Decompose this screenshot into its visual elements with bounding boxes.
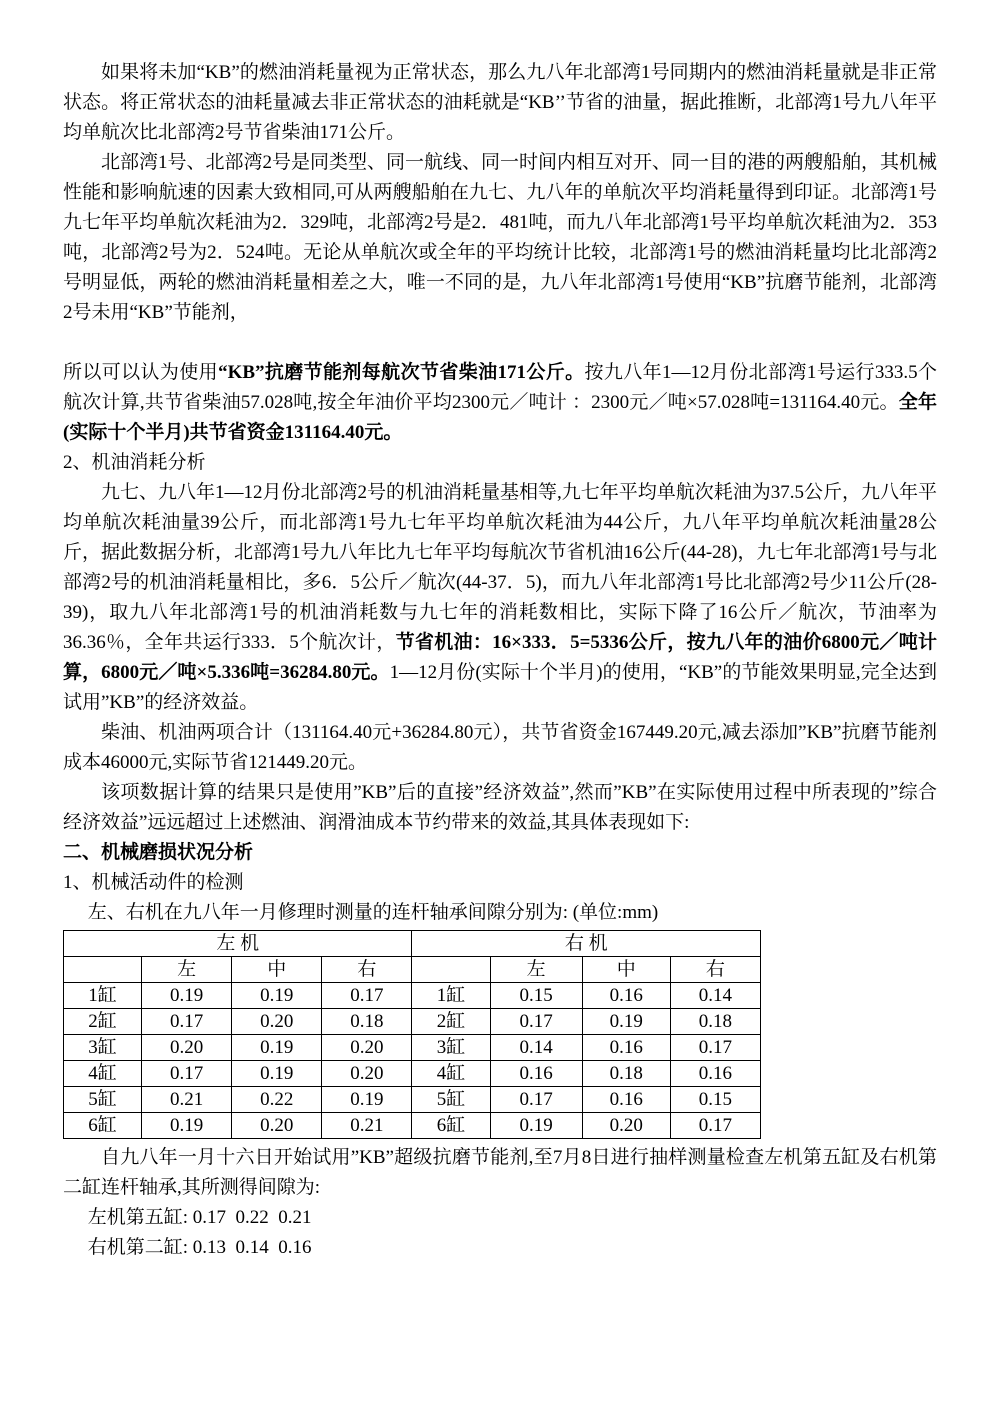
bold-annual-saving: 全年(实际十个半月)共节省资金131164.40元。 bbox=[63, 392, 937, 443]
cylinder-label: 1缸 bbox=[64, 983, 142, 1009]
table-cell: 0.16 bbox=[490, 1061, 582, 1087]
table-cell: 0.19 bbox=[232, 983, 322, 1009]
subheader-cell: 中 bbox=[582, 957, 670, 983]
table-cell: 0.17 bbox=[490, 1009, 582, 1035]
table-cell: 0.19 bbox=[142, 1113, 232, 1139]
table-cell: 0.21 bbox=[322, 1113, 412, 1139]
subheader-cell: 右 bbox=[322, 957, 412, 983]
table-cell: 0.20 bbox=[142, 1035, 232, 1061]
text-segment: 九七、九八年1—12月份北部湾2号的机油消耗量基相等,九七年平均单航次耗油为37.5公斤，九八年平均单航次耗油量39公斤，而北部湾1号九七年平均单航次耗油为44公斤，九八年平均单航次耗油量28公斤，据此数据分析，北部湾1号九八年比九七年平均每航次节省机油16公斤(44-28)，九七年北部湾1号与北部湾2号的机油消耗量相比，多6．5公斤／航次(44-37．5)，而九八年北部湾1号比北部湾2号少11公斤(28-39)，取九八年北部湾1号的机油消耗数与九七年的消耗数相比，实际下降了16公斤／航次，节油率为36.36％，全年共运行333．5个航次计， bbox=[63, 482, 938, 653]
table-group-header-row bbox=[64, 931, 761, 957]
cylinder-label: 5缸 bbox=[412, 1087, 490, 1113]
table-row bbox=[64, 983, 761, 1009]
heading-oil-analysis: 2、机油消耗分析 bbox=[63, 452, 206, 473]
measurement-left-engine: 左机第五缸: 0.17 0.22 0.21 bbox=[87, 1207, 312, 1228]
table-cell: 0.18 bbox=[322, 1009, 412, 1035]
table-caption: 左、右机在九八年一月修理时测量的连杆轴承间隙分别为: (单位:mm) bbox=[87, 902, 659, 923]
cylinder-label: 6缸 bbox=[64, 1113, 142, 1139]
table-cell: 0.16 bbox=[670, 1061, 760, 1087]
table-cell: 0.14 bbox=[670, 983, 760, 1009]
paragraph-fuel-normal-state: 如果将未加“KB”的燃油消耗量视为正常状态，那么九八年北部湾1号同期内的燃油消耗量就是非正常状态。将正常状态的油耗量减去非正常状态的油耗就是“KB’’节省的油量，据此推断，北部湾1号九八年平均单航次比北部湾2号节省柴油171公斤。 bbox=[63, 62, 937, 143]
table-cell: 0.17 bbox=[322, 983, 412, 1009]
table-cell: 0.16 bbox=[582, 983, 670, 1009]
table-cell: 0.18 bbox=[670, 1009, 760, 1035]
subheader-cell: 中 bbox=[232, 957, 322, 983]
table-cell: 0.17 bbox=[670, 1035, 760, 1061]
subheader-cell bbox=[412, 957, 490, 983]
table-cell: 0.17 bbox=[670, 1113, 760, 1139]
cylinder-label: 5缸 bbox=[64, 1087, 142, 1113]
table-cell: 0.19 bbox=[490, 1113, 582, 1139]
table-row bbox=[64, 1113, 761, 1139]
paragraph-diesel-savings bbox=[63, 358, 937, 448]
table-row bbox=[64, 1009, 761, 1035]
cylinder-label: 6缸 bbox=[412, 1113, 490, 1139]
table-subheader-row bbox=[64, 957, 761, 983]
bearing-clearance-table bbox=[63, 930, 761, 1139]
table-cell: 0.20 bbox=[232, 1009, 322, 1035]
group-header-left-engine: 左 机 bbox=[64, 931, 412, 957]
text-segment: 1—12月份(实际十个半月)的使用，“KB”的节能效果明显,完全达到试用”KB”的经济效益。 bbox=[63, 662, 937, 713]
subheader-cell: 右 bbox=[670, 957, 760, 983]
text-segment: 所以可以认为使用 bbox=[63, 362, 219, 383]
table-cell: 0.16 bbox=[582, 1087, 670, 1113]
heading-moving-parts-check: 1、机械活动件的检测 bbox=[63, 872, 244, 893]
table-cell: 0.17 bbox=[142, 1061, 232, 1087]
bold-diesel-saving-claim: “KB”抗磨节能剂每航次节省柴油171公斤。 bbox=[218, 362, 585, 383]
cylinder-label: 2缸 bbox=[412, 1009, 490, 1035]
measurement-right-engine: 右机第二缸: 0.13 0.14 0.16 bbox=[87, 1237, 312, 1258]
table-cell: 0.20 bbox=[582, 1113, 670, 1139]
heading-wear-analysis: 二、机械磨损状况分析 bbox=[63, 842, 254, 863]
table-cell: 0.20 bbox=[322, 1035, 412, 1061]
table-cell: 0.16 bbox=[582, 1035, 670, 1061]
subheader-cell: 左 bbox=[142, 957, 232, 983]
table-cell: 0.18 bbox=[582, 1061, 670, 1087]
subheader-cell: 左 bbox=[490, 957, 582, 983]
text-segment: 按九八年1—12月份北部湾1号运行333.5个航次计算,共节省柴油57.028吨,按全年油价平均2300元／吨计 ：2300元／吨×57.028吨=131164.40元。 bbox=[63, 362, 937, 413]
paragraph-comprehensive-benefit: 该项数据计算的结果只是使用”KB”后的直接”经济效益”,然而”KB”在实际使用过程中所表现的”综合经济效益”远远超过上述燃油、润滑油成本节约带来的效益,其具体表现如下: bbox=[63, 782, 937, 833]
subheader-cell bbox=[64, 957, 142, 983]
table-cell: 0.19 bbox=[232, 1061, 322, 1087]
table-cell: 0.15 bbox=[670, 1087, 760, 1113]
table-cell: 0.21 bbox=[142, 1087, 232, 1113]
bold-oil-saving-calc: 节省机油：16×333．5=5336公斤，按九八年的油价6800元／吨计算，6800元／吨×5.336吨=36284.80元。 bbox=[63, 632, 937, 683]
cylinder-label: 2缸 bbox=[64, 1009, 142, 1035]
table-cell: 0.19 bbox=[582, 1009, 670, 1035]
blank-line bbox=[63, 328, 937, 358]
cylinder-label: 4缸 bbox=[412, 1061, 490, 1087]
table-cell: 0.20 bbox=[232, 1113, 322, 1139]
table-row bbox=[64, 1061, 761, 1087]
table-cell: 0.19 bbox=[322, 1087, 412, 1113]
cylinder-label: 3缸 bbox=[64, 1035, 142, 1061]
cylinder-label: 4缸 bbox=[64, 1061, 142, 1087]
table-cell: 0.15 bbox=[490, 983, 582, 1009]
table-cell: 0.19 bbox=[142, 983, 232, 1009]
table-cell: 0.22 bbox=[232, 1087, 322, 1113]
paragraph-oil-consumption bbox=[63, 478, 937, 718]
table-row bbox=[64, 1035, 761, 1061]
table-cell: 0.17 bbox=[142, 1009, 232, 1035]
table-cell: 0.19 bbox=[232, 1035, 322, 1061]
table-cell: 0.17 bbox=[490, 1087, 582, 1113]
cylinder-label: 1缸 bbox=[412, 983, 490, 1009]
cylinder-label: 3缸 bbox=[412, 1035, 490, 1061]
table-row bbox=[64, 1087, 761, 1113]
table-cell: 0.14 bbox=[490, 1035, 582, 1061]
paragraph-trial-measurement: 自九八年一月十六日开始试用”KB”超级抗磨节能剂,至7月8日进行抽样测量检查左机第五缸及右机第二缸连杆轴承,其所测得间隙为: bbox=[63, 1147, 937, 1198]
group-header-right-engine: 右 机 bbox=[412, 931, 761, 957]
paragraph-total-savings: 柴油、机油两项合计（131164.40元+36284.80元），共节省资金167449.20元,减去添加”KB”抗磨节能剂成本46000元,实际节省121449.20元。 bbox=[63, 722, 937, 773]
paragraph-ship-comparison: 北部湾1号、北部湾2号是同类型、同一航线、同一时间内相互对开、同一目的港的两艘船舶，其机械性能和影响航速的因素大致相同,可从两艘船舶在九七、九八年的单航次平均消耗量得到印证。北部湾1号九七年平均单航次耗油为2．329吨，北部湾2号是2．481吨，而九八年北部湾1号平均单航次耗油为2．353吨，北部湾2号为2．524吨。无论从单航次或全年的平均统计比较，北部湾1号的燃油消耗量均比北部湾2号明显低，两轮的燃油消耗量相差之大，唯一不同的是，九八年北部湾1号使用“KB”抗磨节能剂，北部湾2号未用“KB”节能剂， bbox=[63, 152, 938, 323]
table-cell: 0.20 bbox=[322, 1061, 412, 1087]
